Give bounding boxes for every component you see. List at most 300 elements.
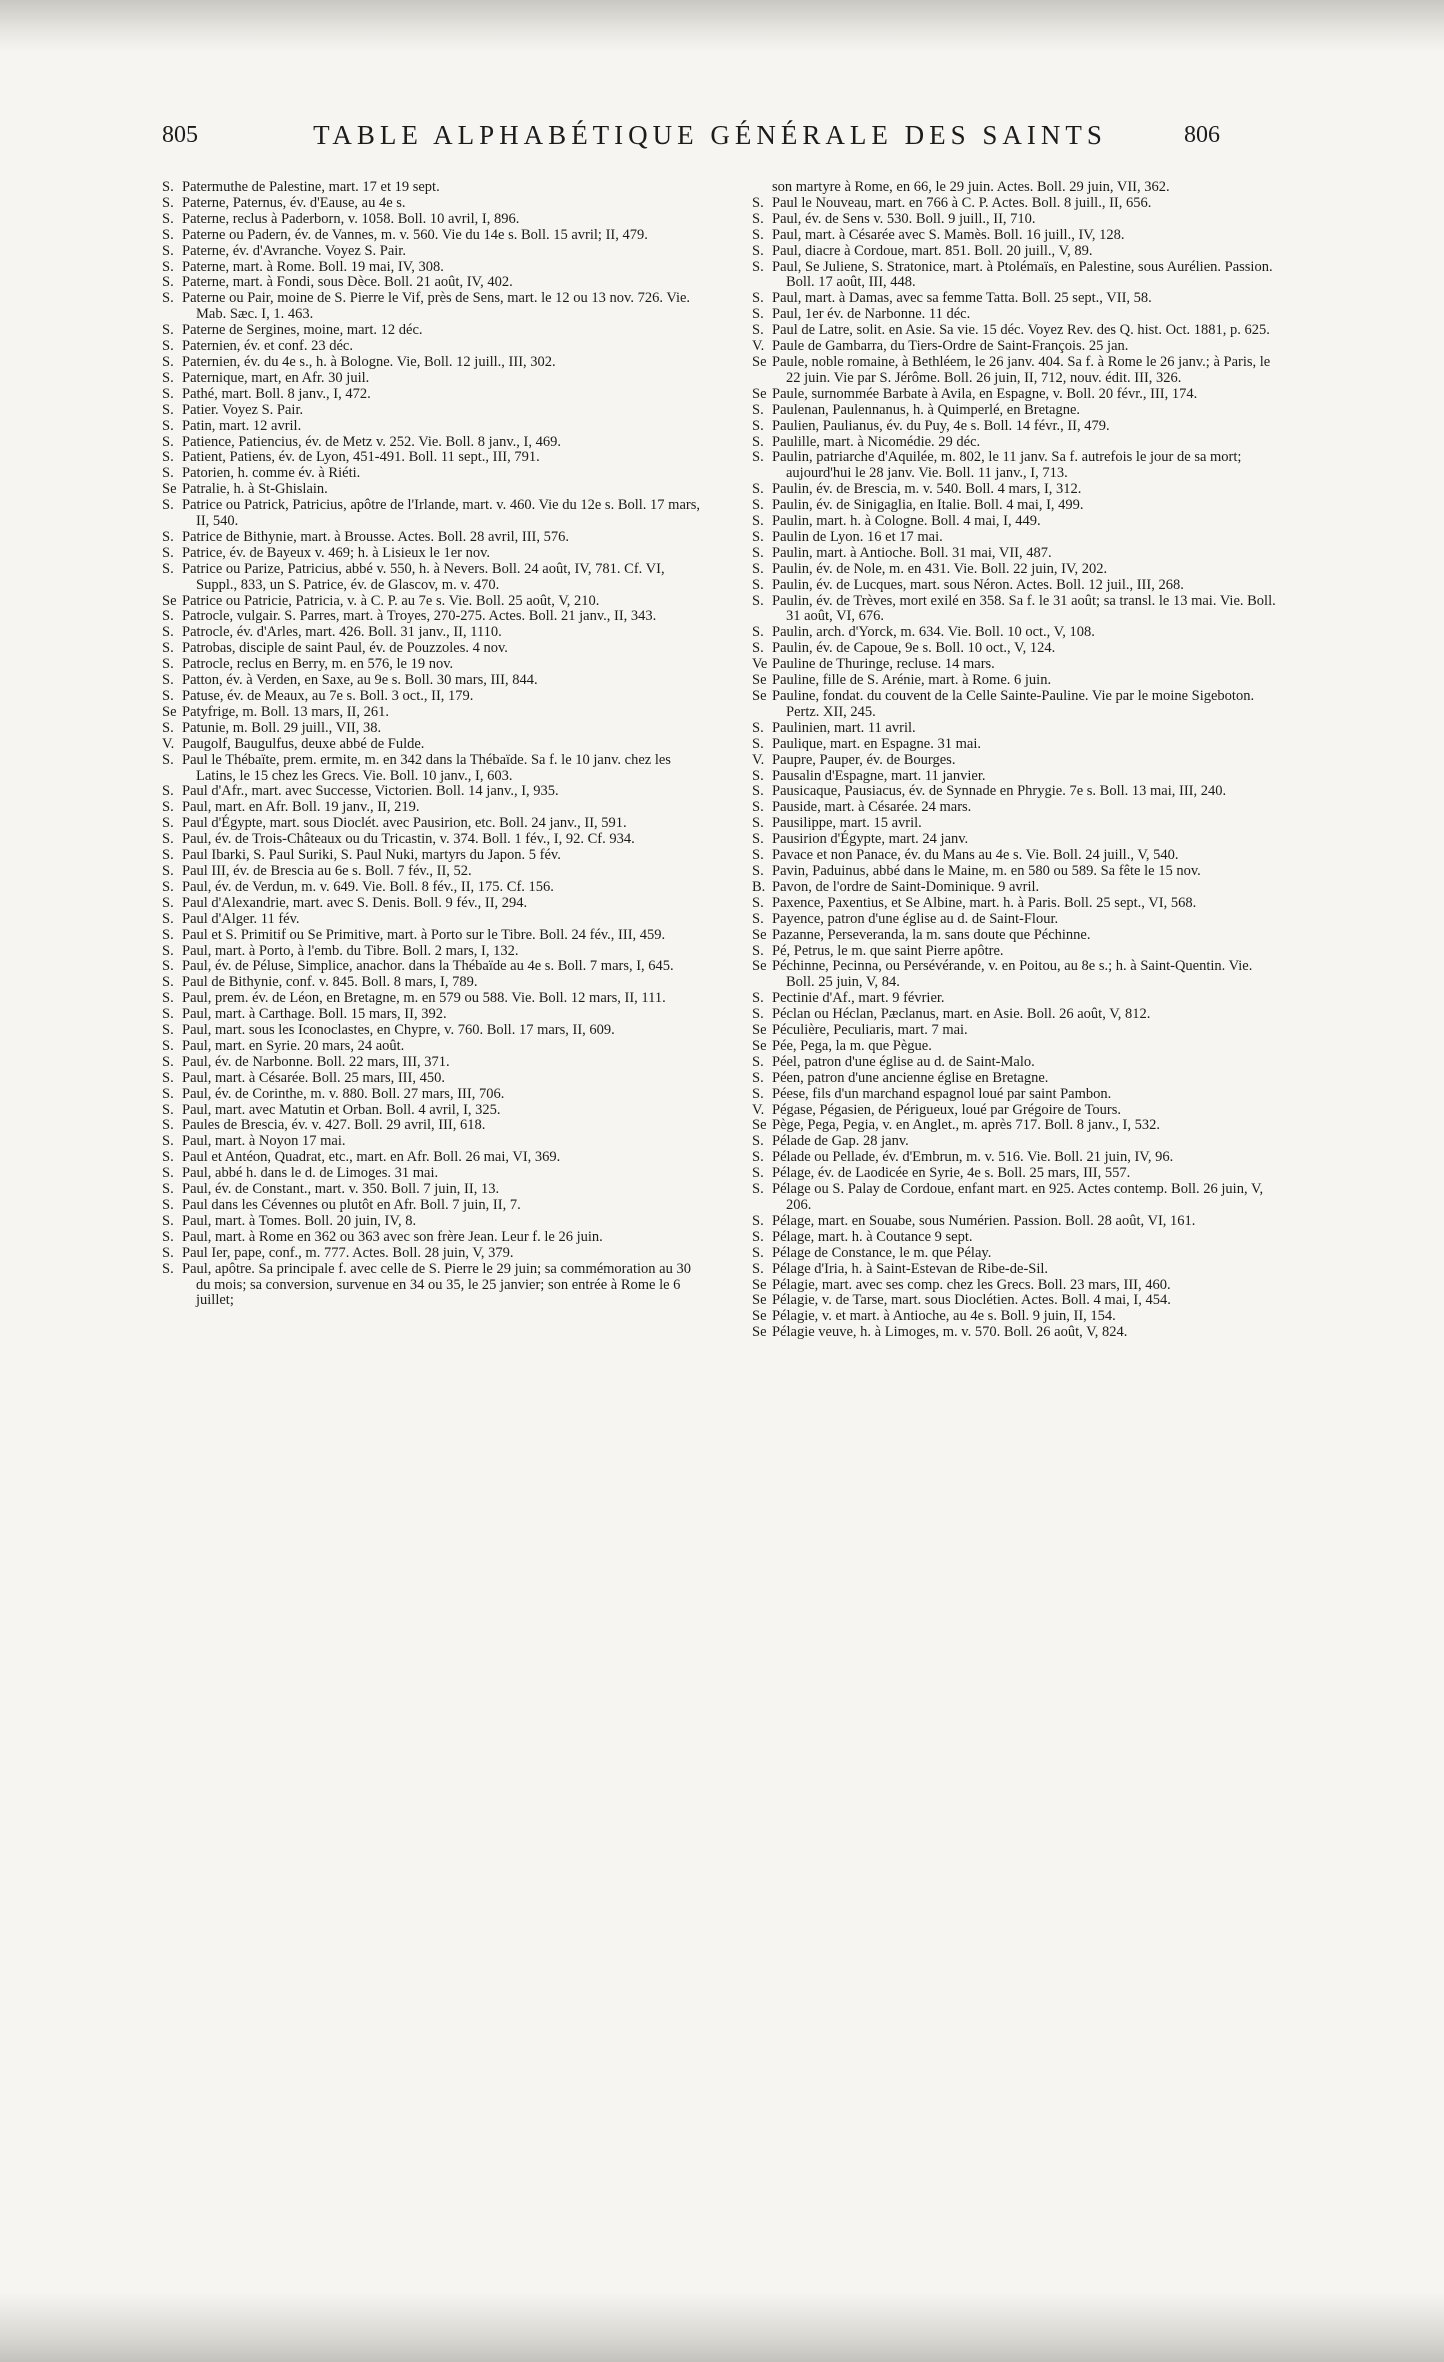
entry-text: Paulenan, Paulennanus, h. à Quimperlé, en Bretagne. [772,401,1081,418]
entry-prefix: S. [162,528,174,545]
index-entry [752,1182,1284,1214]
entry-text: Paterne, reclus à Paderborn, v. 1058. Boll. 10 avril, I, 896. [182,210,520,227]
entry-text: Pectinie d'Af., mart. 9 février. [772,990,945,1007]
index-entry [162,721,700,737]
entry-text: Paxence, Paxentius, et Se Albine, mart. h. à Paris. Boll. 25 sept., VI, 568. [772,894,1197,911]
entry-prefix: S. [162,719,174,736]
entry-prefix: S. [162,274,174,291]
entry-text: Pélage, év. de Laodicée en Syrie, 4e s. Boll. 25 mars, III, 557. [772,1165,1131,1182]
entry-prefix: S. [752,210,764,227]
entry-prefix: S. [162,894,174,911]
entry-text: Patrice ou Parize, Patricius, abbé v. 550, h. à Nevers. Boll. 24 août, IV, 781. Cf. VI, Suppl., 833, un S. Patrice, év. de Glascov, m. v. 470. [182,560,665,593]
index-entry [752,769,1284,785]
entry-text: Pausilippe, mart. 15 avril. [772,815,922,832]
entry-text: Patrice, év. de Bayeux v. 469; h. à Lisieux le 1er nov. [182,544,491,561]
entry-prefix: S. [752,576,764,593]
index-entry [162,784,700,800]
entry-text: Péclan ou Héclan, Pæclanus, mart. en Asie. Boll. 26 août, V, 812. [772,1006,1151,1023]
entry-text: Pélage de Constance, le m. que Pélay. [772,1244,992,1261]
entry-prefix: S. [162,1244,174,1261]
entry-prefix: S. [162,751,174,768]
entry-text: Paulin, év. de Lucques, mart. sous Néron. Actes. Boll. 12 juil., III, 268. [772,576,1184,593]
entry-text: Patier. Voyez S. Pair. [182,401,304,418]
entry-prefix: S. [752,544,764,561]
index-entry [752,498,1284,514]
index-entry [752,912,1284,928]
index-entry [162,419,700,435]
index-entry [162,848,700,864]
entry-text: Pélade de Gap. 28 janv. [772,1133,909,1150]
entry-text: Patrocle, év. d'Arles, mart. 426. Boll. 31 janv., II, 1110. [182,624,502,641]
entry-prefix: S. [752,1260,764,1277]
entry-prefix: S. [752,258,764,275]
entry-text: Patermuthe de Palestine, mart. 17 et 19 sept. [182,179,440,195]
entry-prefix: S. [752,640,764,657]
entry-prefix: S. [752,767,764,784]
entry-text: Péen, patron d'une ancienne église en Bretagne. [772,1069,1049,1086]
entry-prefix: Se [162,592,177,609]
entry-prefix: S. [752,401,764,418]
entry-text: Paul, év. de Sens v. 530. Boll. 9 juill., II, 710. [772,210,1036,227]
entry-text: Pée, Pega, la m. que Pègue. [772,1037,932,1054]
entry-text: Patrice de Bithynie, mart. à Brousse. Actes. Boll. 28 avril, III, 576. [182,528,569,545]
index-entry [752,1214,1284,1230]
index-entry [162,482,700,498]
entry-text: Paul, év. de Trois-Châteaux ou du Tricastin, v. 374. Boll. 1 fév., I, 92. Cf. 934. [182,831,635,848]
index-entry [752,244,1284,260]
entry-prefix: S. [162,369,174,386]
index-entry [752,450,1284,482]
entry-prefix: Se [162,703,177,720]
entry-prefix: S. [752,226,764,243]
index-entry [752,196,1284,212]
entry-text: Paul, mart. à Carthage. Boll. 15 mars, II, 392. [182,1006,447,1023]
entry-prefix: V. [752,338,765,355]
entry-text: Paul, 1er év. de Narbonne. 11 déc. [772,306,971,323]
index-entry [162,530,700,546]
entry-prefix: S. [162,640,174,657]
index-entry [752,1039,1284,1055]
entry-text: Paul, mart. à Tomes. Boll. 20 juin, IV, 8. [182,1212,417,1229]
entry-prefix: Se [162,481,177,498]
entry-text: Patunie, m. Boll. 29 juill., VII, 38. [182,719,382,736]
entry-text: Paul d'Afr., mart. avec Successe, Victorien. Boll. 14 janv., I, 935. [182,783,559,800]
entry-text: Paul, mart. à Noyon 17 mai. [182,1133,346,1150]
entry-prefix: S. [752,1006,764,1023]
entry-text: Paul, mart. à Césarée. Boll. 25 mars, III, 450. [182,1069,445,1086]
entry-prefix: S. [752,847,764,864]
index-entry [162,498,700,530]
entry-text: Paulien, Paulianus, év. du Puy, 4e s. Boll. 14 févr., II, 479. [772,417,1110,434]
entry-prefix: S. [162,831,174,848]
entry-prefix: S. [752,290,764,307]
index-entry [162,339,700,355]
entry-text: Paul le Thébaïte, prem. ermite, m. en 342 dans la Thébaïde. Sa f. le 10 janv. chez les Latins, le 15 chez les Grecs. Vie. Boll. 10 janv., I, 603. [182,751,671,784]
entry-prefix: S. [162,290,174,307]
entry-prefix: S. [752,242,764,259]
index-entry [162,928,700,944]
entry-prefix: Ve [752,656,768,673]
index-entry [162,371,700,387]
entry-text: Paul, apôtre. Sa principale f. avec celle de S. Pierre le 29 juin; sa commémoration au 30 du mois; sa conversion, survenue en 34 ou 35, le 25 janvier; son entrée à Rome le 6 juillet; [182,1260,691,1309]
entry-prefix: S. [752,942,764,959]
entry-prefix: S. [752,306,764,323]
entry-prefix: S. [752,1149,764,1166]
entry-text: Paul, abbé h. dans le d. de Limoges. 31 mai. [182,1165,439,1182]
entry-prefix: S. [162,672,174,689]
entry-prefix: S. [752,528,764,545]
entry-prefix: S. [162,624,174,641]
entry-prefix: S. [162,1181,174,1198]
index-entry [752,562,1284,578]
entry-prefix: Se [752,1117,767,1134]
index-entry [752,530,1284,546]
entry-prefix: S. [752,910,764,927]
entry-text: Paules de Brescia, év. v. 427. Boll. 29 avril, III, 618. [182,1117,486,1134]
entry-prefix: S. [162,1006,174,1023]
index-entry [752,657,1284,673]
index-entry [162,435,700,451]
entry-prefix: S. [162,1260,174,1277]
entry-text: Pélade ou Pellade, év. d'Embrun, m. v. 516. Vie. Boll. 21 juin, IV, 96. [772,1149,1174,1166]
entry-text: Paul Ier, pape, conf., m. 777. Actes. Boll. 28 juin, V, 379. [182,1244,514,1261]
index-entry [162,244,700,260]
entry-text: Paul de Latre, solit. en Asie. Sa vie. 15 déc. Voyez Rev. des Q. hist. Oct. 1881, p. 625. [772,322,1270,339]
entry-text: Paulille, mart. à Nicomédie. 29 déc. [772,433,981,450]
index-entry [752,387,1284,403]
index-entry [752,514,1284,530]
entry-prefix: V. [162,735,175,752]
index-entry [162,1118,700,1134]
index-entry [162,657,700,673]
entry-prefix: S. [752,719,764,736]
entry-text: Pélagie, v. et mart. à Antioche, au 4e s. Boll. 9 juin, II, 154. [772,1308,1116,1325]
index-entry [752,625,1284,641]
index-entry [752,482,1284,498]
entry-prefix: S. [162,417,174,434]
entry-text: Paul d'Alger. 11 fév. [182,910,300,927]
index-entry [162,260,700,276]
entry-text: Paul, mart. à Porto, à l'emb. du Tibre. Boll. 2 mars, I, 132. [182,942,519,959]
entry-text: Paul, diacre à Cordoue, mart. 851. Boll. 20 juill., V, 89. [772,242,1093,259]
index-entry [752,816,1284,832]
right-column [752,180,1284,1341]
entry-prefix: S. [162,338,174,355]
entry-prefix: S. [162,1101,174,1118]
entry-prefix: S. [752,783,764,800]
entry-prefix: S. [162,942,174,959]
entry-text: Paul, év. de Péluse, Simplice, anachor. dans la Thébaïde au 4e s. Boll. 7 mars, I, 645. [182,958,674,975]
entry-text: son martyre à Rome, en 66, le 29 juin. Actes. Boll. 29 juin, VII, 362. [772,179,1170,195]
index-entry [162,1150,700,1166]
index-entry [752,753,1284,769]
entry-prefix: S. [752,894,764,911]
entry-text: Paugolf, Baugulfus, deuxe abbé de Fulde. [182,735,425,752]
entry-prefix: S. [162,688,174,704]
entry-text: Pauside, mart. à Césarée. 24 mars. [772,799,972,816]
index-entry [162,1182,700,1198]
index-entry [162,323,700,339]
index-entry [162,737,700,753]
index-entry [162,1039,700,1055]
entry-text: Paul d'Alexandrie, mart. avec S. Denis. Boll. 9 fév., II, 294. [182,894,528,911]
entry-text: Pausicaque, Pausiacus, év. de Synnade en Phrygie. 7e s. Boll. 13 mai, III, 240. [772,783,1227,800]
entry-prefix: S. [162,656,174,673]
entry-prefix: S. [752,417,764,434]
entry-text: Patience, Patiencius, év. de Metz v. 252. Vie. Boll. 8 janv., I, 469. [182,433,562,450]
entry-text: Patralie, h. à St-Ghislain. [182,481,328,498]
entry-text: Paulin, patriarche d'Aquilée, m. 802, le 11 janv. Sa f. autrefois le jour de sa mort; aujourd'hui le 28 janv. Vie. Boll. 11 janv., I, 713. [772,449,1242,482]
entry-text: Paul, év. de Narbonne. Boll. 22 mars, III, 371. [182,1053,450,1070]
index-entry [162,880,700,896]
entry-text: Patyfrige, m. Boll. 13 mars, II, 261. [182,703,390,720]
entry-prefix: Se [752,672,767,689]
index-entry [752,435,1284,451]
entry-prefix: Se [752,385,767,402]
index-entry [162,403,700,419]
index-entry [752,260,1284,292]
entry-prefix: Se [752,1292,767,1309]
entry-prefix: S. [162,862,174,879]
index-entry [752,1278,1284,1294]
entry-prefix: S. [752,735,764,752]
entry-prefix: S. [162,497,174,514]
index-entry [162,466,700,482]
index-entry [752,1262,1284,1278]
entry-prefix: S. [162,401,174,418]
entry-prefix: S. [752,815,764,832]
entry-text: Paul, mart. avec Matutin et Orban. Boll. 4 avril, I, 325. [182,1101,501,1118]
entry-text: Patuse, év. de Meaux, au 7e s. Boll. 3 oct., II, 179. [182,688,474,704]
entry-prefix: V. [752,1101,765,1118]
index-entry [162,1246,700,1262]
entry-prefix: S. [162,1022,174,1039]
index-entry [162,800,700,816]
entry-prefix: S. [162,815,174,832]
index-entry [752,180,1284,196]
index-entry [752,944,1284,960]
entry-text: Paulin, év. de Nole, m. en 431. Vie. Boll. 22 juin, IV, 202. [772,560,1108,577]
entry-prefix: S. [752,1228,764,1245]
entry-prefix: S. [752,1133,764,1150]
index-entry [162,546,700,562]
entry-text: Paterne, Paternus, év. d'Eause, au 4e s. [182,194,406,211]
index-entry [752,1118,1284,1134]
entry-prefix: S. [162,385,174,402]
index-entry [752,1071,1284,1087]
entry-prefix: S. [752,624,764,641]
entry-prefix: S. [162,1069,174,1086]
entry-text: Paulin, mart. à Antioche. Boll. 31 mai, VII, 487. [772,544,1052,561]
entry-text: Paul et S. Primitif ou Se Primitive, mart. à Porto sur le Tibre. Boll. 24 fév., III, 459. [182,926,666,943]
index-entry [162,228,700,244]
entry-text: Paul de Bithynie, conf. v. 845. Boll. 8 mars, I, 789. [182,974,478,991]
entry-prefix: Se [752,1276,767,1293]
entry-text: Paterne, mart. à Rome. Boll. 19 mai, IV, 308. [182,258,444,275]
entry-text: Paternien, év. et conf. 23 déc. [182,338,353,355]
index-entry [162,673,700,689]
entry-prefix: Se [752,926,767,943]
index-entry [752,880,1284,896]
index-entry [162,864,700,880]
entry-prefix: S. [162,878,174,895]
index-entry [752,800,1284,816]
entry-prefix: S. [752,1069,764,1086]
index-entry [162,450,700,466]
page-number-right: 806 [1184,122,1220,148]
entry-text: Paul, mart. en Syrie. 20 mars, 24 août. [182,1037,405,1054]
entry-prefix: Se [752,688,767,704]
entry-prefix: S. [752,862,764,879]
entry-text: Paule, surnommée Barbate à Avila, en Espagne, v. Boll. 20 févr., III, 174. [772,385,1198,402]
left-column [162,180,700,1309]
entry-prefix: S. [162,847,174,864]
index-entry [162,1230,700,1246]
entry-text: Paulin de Lyon. 16 et 17 mai. [772,528,943,545]
entry-prefix: S. [162,465,174,482]
entry-text: Paterne de Sergines, moine, mart. 12 déc. [182,322,423,339]
entry-text: Pège, Pega, Pegia, v. en Anglet., m. après 717. Boll. 8 janv., I, 532. [772,1117,1160,1134]
index-entry [162,705,700,721]
entry-prefix: S. [162,974,174,991]
entry-text: Pélage ou S. Palay de Cordoue, enfant mart. en 925. Actes contemp. Boll. 26 juin, V, 206. [772,1181,1264,1213]
entry-prefix: S. [162,179,174,195]
index-entry [752,1166,1284,1182]
index-entry [162,959,700,975]
entry-text: Paulinien, mart. 11 avril. [772,719,916,736]
entry-text: Paulin, év. de Capoue, 9e s. Boll. 10 oct., V, 124. [772,640,1056,657]
entry-prefix: S. [162,1165,174,1182]
index-entry [752,1103,1284,1119]
index-entry [752,1309,1284,1325]
entry-text: Pélagie, v. de Tarse, mart. sous Dioclétien. Actes. Boll. 4 mai, I, 454. [772,1292,1171,1309]
index-entry [752,1023,1284,1039]
entry-prefix: S. [162,1228,174,1245]
index-entry [162,196,700,212]
entry-prefix: S. [162,258,174,275]
entry-text: Péese, fils d'un marchand espagnol loué par saint Pambon. [772,1085,1112,1102]
entry-prefix: S. [162,1197,174,1213]
entry-prefix: S. [162,544,174,561]
index-entry [752,212,1284,228]
entry-text: Paupre, Pauper, év. de Bourges. [772,751,956,768]
entry-text: Pauline, fondat. du couvent de la Celle Sainte-Pauline. Vie par le moine Sigeboton. Pertz. XII, 245. [772,688,1255,720]
index-entry [162,1055,700,1071]
index-entry [752,546,1284,562]
index-entry [752,784,1284,800]
entry-text: Paul le Nouveau, mart. en 766 à C. P. Actes. Boll. 8 juill., II, 656. [772,194,1152,211]
entry-text: Paul d'Égypte, mart. sous Dioclét. avec Pausirion, etc. Boll. 24 janv., II, 591. [182,815,627,832]
entry-prefix: S. [752,481,764,498]
entry-text: Paul, Se Juliene, S. Stratonice, mart. à Ptolémaïs, en Palestine, sous Aurélien. Passion. Boll. 17 août, III, 448. [772,258,1273,291]
entry-prefix: Se [752,1022,767,1039]
entry-prefix: S. [162,433,174,450]
entry-prefix: S. [752,1085,764,1102]
entry-prefix: S. [752,322,764,339]
index-entry [752,896,1284,912]
entry-prefix: S. [162,799,174,816]
index-entry [752,721,1284,737]
entry-text: Paternien, év. du 4e s., h. à Bologne. Vie, Boll. 12 juill., III, 302. [182,353,556,370]
entry-prefix: S. [162,1053,174,1070]
entry-text: Paul et Antéon, Quadrat, etc., mart. en Afr. Boll. 26 mai, VI, 369. [182,1149,561,1166]
entry-prefix: S. [162,783,174,800]
entry-text: Paul, év. de Verdun, m. v. 649. Vie. Boll. 8 fév., II, 175. Cf. 156. [182,878,554,895]
index-entry [752,339,1284,355]
index-entry [752,1134,1284,1150]
index-entry [752,848,1284,864]
index-entry [752,928,1284,944]
index-entry [162,896,700,912]
index-entry [752,323,1284,339]
entry-prefix: Se [752,1324,767,1341]
index-entry [162,180,700,196]
entry-prefix: Se [752,958,767,975]
index-entry [752,832,1284,848]
entry-prefix: S. [752,194,764,211]
entry-text: Patrocle, vulgair. S. Parres, mart. à Troyes, 270-275. Actes. Boll. 21 janv., II, 343. [182,608,657,625]
entry-text: Paulique, mart. en Espagne. 31 mai. [772,735,981,752]
index-entry [162,1071,700,1087]
index-entry [162,1023,700,1039]
entry-text: Pélage d'Iria, h. à Saint-Estevan de Ribe-de-Sil. [772,1260,1049,1277]
entry-prefix: S. [162,194,174,211]
entry-text: Paule, noble romaine, à Bethléem, le 26 janv. 404. Sa f. à Rome le 26 janv.; à Paris, le 22 juin. Vie par S. Jérôme. Boll. 26 juin, II, 712, nouv. édit. III, 326. [772,353,1271,386]
scan-top-edge [0,0,1444,52]
index-entry [162,1007,700,1023]
entry-text: Pélagie veuve, h. à Limoges, m. v. 570. Boll. 26 août, V, 824. [772,1324,1128,1341]
entry-prefix: S. [752,1165,764,1182]
index-entry [752,689,1284,721]
index-entry [162,975,700,991]
entry-prefix: S. [752,433,764,450]
entry-prefix: S. [162,990,174,1007]
entry-prefix: S. [162,1133,174,1150]
entry-text: Paterne ou Padern, év. de Vannes, m. v. 560. Vie du 14e s. Boll. 15 avril; II, 479. [182,226,648,243]
entry-text: Patin, mart. 12 avril. [182,417,302,434]
index-entry [752,1055,1284,1071]
entry-prefix: S. [162,449,174,466]
entry-prefix: S. [162,926,174,943]
index-entry [752,1325,1284,1341]
index-entry [752,673,1284,689]
entry-text: Paulin, mart. h. à Cologne. Boll. 4 mai, I, 449. [772,513,1041,530]
entry-text: Pausirion d'Égypte, mart. 24 janv. [772,831,969,848]
entry-text: Pavin, Paduinus, abbé dans le Maine, m. en 580 ou 589. Sa fête le 15 nov. [772,862,1201,879]
index-entry [162,387,700,403]
index-entry [162,912,700,928]
entry-text: Pauline, fille de S. Arénie, mart. à Rome. 6 juin. [772,672,1052,689]
index-entry [162,1198,700,1214]
entry-text: Payence, patron d'une église au d. de Saint-Flour. [772,910,1059,927]
index-entry [752,1087,1284,1103]
entry-text: Pégase, Pégasien, de Périgueux, loué par Grégoire de Tours. [772,1101,1122,1118]
index-entry [752,864,1284,880]
index-entry [752,594,1284,626]
index-entry [752,1230,1284,1246]
entry-text: Paul Ibarki, S. Paul Suriki, S. Paul Nuki, martyrs du Japon. 5 fév. [182,847,561,864]
index-entry [752,355,1284,387]
entry-text: Paul, mart. sous les Iconoclastes, en Chypre, v. 760. Boll. 17 mars, II, 609. [182,1022,615,1039]
entry-prefix: S. [752,449,764,466]
entry-text: Pauline de Thuringe, recluse. 14 mars. [772,656,995,673]
index-entry [162,991,700,1007]
entry-prefix: S. [162,242,174,259]
entry-prefix: Se [752,1308,767,1325]
entry-prefix: S. [162,910,174,927]
entry-prefix: S. [752,592,764,609]
index-entry [752,307,1284,323]
